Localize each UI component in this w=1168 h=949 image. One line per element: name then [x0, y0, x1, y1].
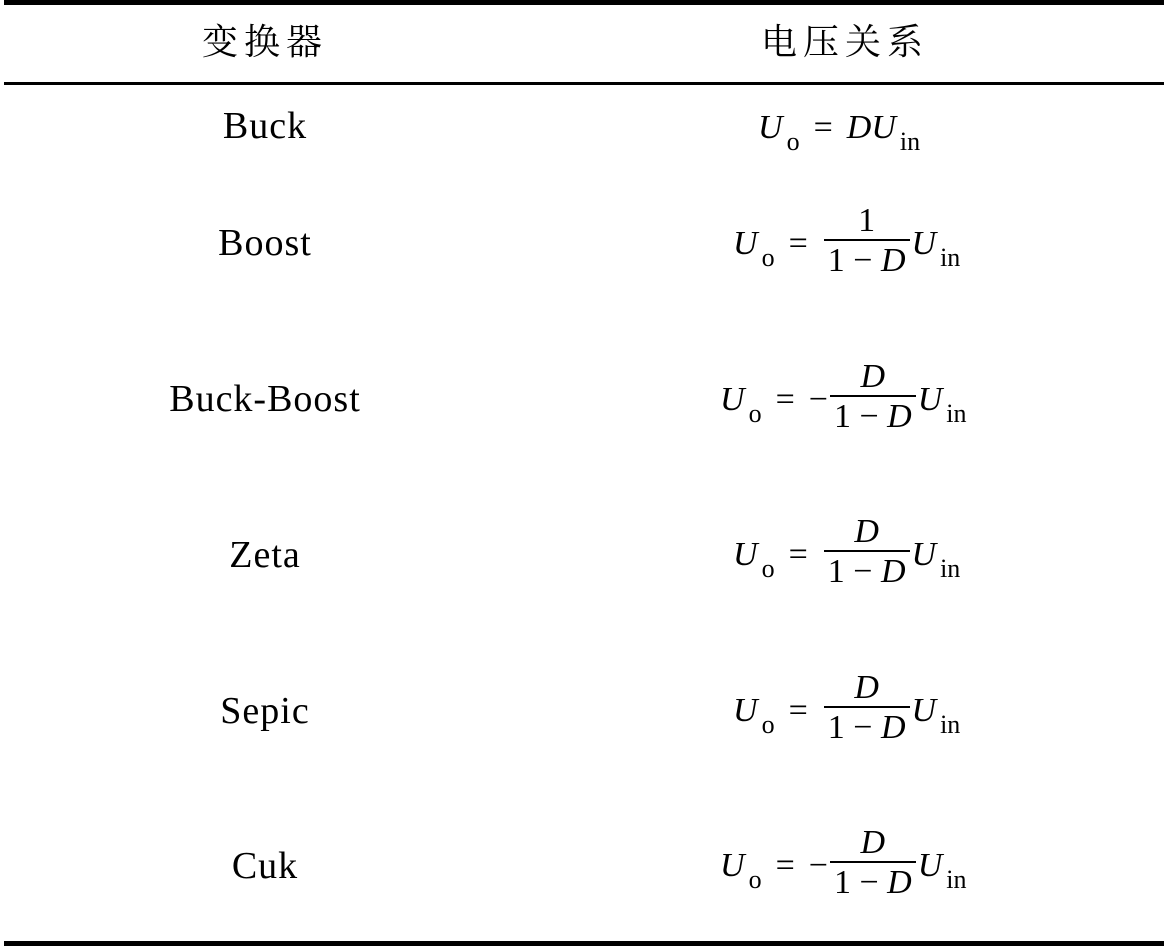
formula-buck-boost [720, 358, 967, 441]
formula-eq: = [788, 535, 808, 573]
row-name-buck: Buck [222, 105, 308, 147]
den-var: D [880, 709, 906, 746]
formula-lhs: U [758, 109, 783, 146]
fraction-numerator: D [860, 824, 886, 861]
formula-zeta [733, 513, 961, 596]
fraction-denominator [824, 706, 910, 748]
header-converter: 变换器 [201, 22, 328, 63]
header-rule [4, 82, 1164, 85]
formula-lhs: U [720, 380, 745, 418]
formula-rhs-sub: in [940, 553, 961, 583]
den-minus: − [853, 553, 873, 590]
header-voltage-relation: 电压关系 [760, 22, 929, 63]
formula-lhs: U [720, 846, 745, 884]
fraction-denominator [830, 395, 916, 437]
formula-lhs-sub: o [761, 709, 775, 739]
formula-lhs-sub: o [748, 398, 762, 428]
bottom-rule [4, 941, 1164, 946]
formula-rhs: U [911, 691, 937, 729]
formula-lhs: U [733, 691, 758, 729]
formula-rhs: U [871, 109, 896, 146]
fraction-numerator: 1 [858, 202, 876, 239]
formula-eq: = [813, 109, 833, 146]
formula-rhs: U [917, 846, 943, 884]
formula-eq: = [775, 846, 795, 884]
formula-lhs-sub: o [748, 864, 762, 894]
den-var: D [880, 553, 906, 590]
formula-sign: − [808, 380, 828, 418]
formula-boost [733, 202, 961, 285]
formula-sepic [733, 669, 961, 752]
fraction [830, 359, 916, 437]
formula-lhs-sub: o [786, 127, 800, 156]
formula-rhs-sub: in [940, 242, 961, 272]
den-one: 1 [827, 709, 845, 746]
formula-rhs-sub: in [946, 398, 967, 428]
fraction [830, 825, 916, 903]
den-minus: − [859, 864, 879, 901]
fraction-numerator: D [854, 669, 879, 706]
formula-rhs-sub: in [946, 864, 967, 894]
fraction-denominator [830, 861, 916, 903]
formula-rhs: U [911, 535, 937, 573]
formula-cuk [720, 824, 967, 907]
formula-lhs: U [733, 224, 758, 262]
den-one: 1 [827, 553, 845, 590]
formula-rhs: U [917, 380, 943, 418]
den-var: D [887, 398, 912, 435]
row-name-zeta: Zeta [229, 534, 301, 576]
formula-lhs: U [733, 535, 758, 573]
row-name-sepic: Sepic [220, 690, 310, 732]
formula-lhs-sub: o [761, 553, 775, 583]
formula-eq: = [788, 224, 808, 262]
formula-eq: = [788, 691, 808, 729]
formula-lhs-sub: o [761, 242, 775, 272]
fraction-numerator: D [854, 513, 879, 550]
fraction [824, 670, 910, 748]
fraction-numerator: D [860, 358, 886, 395]
row-name-buck-boost: Buck-Boost [169, 378, 361, 420]
formula-eq: = [775, 380, 795, 418]
row-name-boost: Boost [218, 222, 312, 264]
formula-rhs-sub: in [899, 127, 921, 156]
den-one: 1 [827, 242, 845, 279]
formula-coef: D [846, 109, 872, 146]
fraction-denominator [824, 239, 910, 281]
den-one: 1 [833, 864, 851, 901]
den-minus: − [853, 709, 873, 746]
den-minus: − [859, 398, 879, 435]
den-minus: − [853, 242, 873, 279]
formula-rhs: U [911, 224, 937, 262]
fraction [824, 514, 910, 592]
den-var: D [887, 864, 912, 901]
den-var: D [880, 242, 906, 279]
fraction-denominator [824, 550, 910, 592]
formula-buck [758, 108, 921, 156]
top-rule [4, 0, 1164, 5]
den-one: 1 [833, 398, 851, 435]
fraction [824, 203, 910, 281]
formula-rhs-sub: in [940, 709, 961, 739]
row-name-cuk: Cuk [231, 845, 299, 887]
formula-sign: − [808, 846, 828, 884]
